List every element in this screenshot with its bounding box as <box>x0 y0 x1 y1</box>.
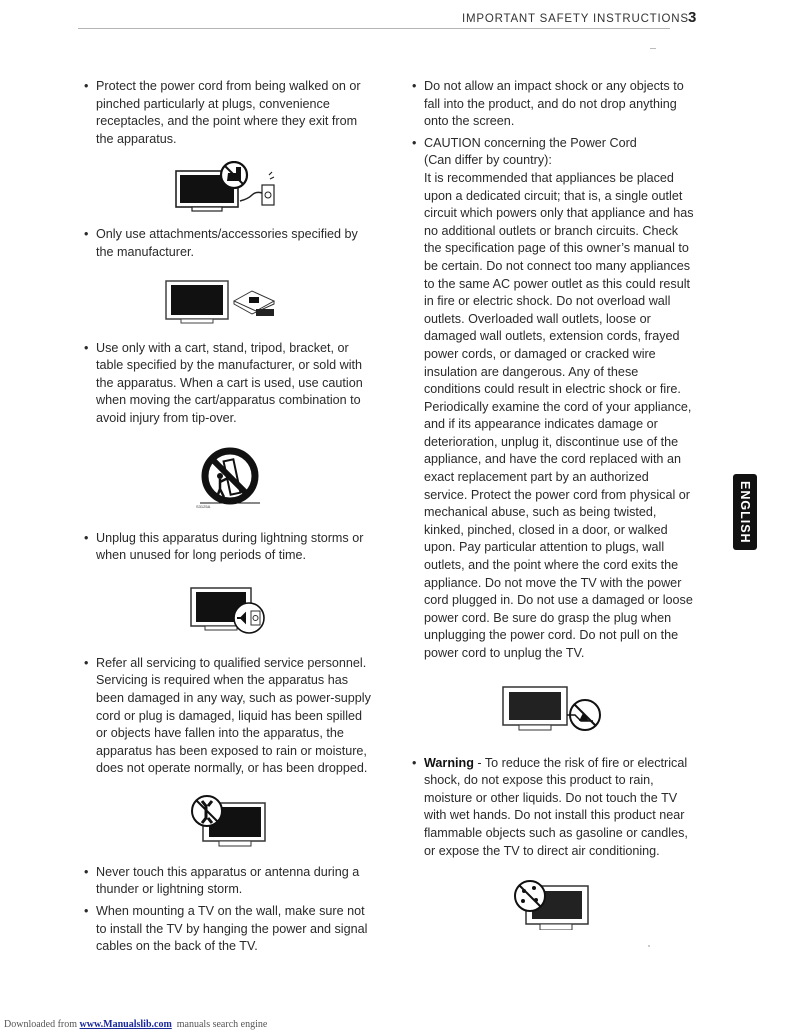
caution-body: It is recommended that appliances be placed upon a dedicated circuit; that is, a single outlet circuit which powers only that appliance and has no additional outlets or branch circuits. Check the specification page of this owner’s manual to be certain. Do not connect too many appliances to the same AC power outlet as this could result in fire or electric shock. Do not overload wall outlets. Overloaded wall outlets, loose or damaged wall outlets, extension cords, frayed power cords, or damaged or cracked wire insulation are dangerous. Any of these conditions could result in electric shock or fire. Periodically examine the cord of your appliance, and if its appearance indicates damage or deterioration, unplug it, discontinue use of the appliance, and have the cord replaced with an exact replacement part by an authorized service. Protect the power cord from physical or mechanical abuse, such as being twisted, kinked, pinched, closed in a door, or walked upon. Pay particular attention to plugs, wall outlets, and the point where the cord exits the appliance. Do not move the TV with the power cord plugged in. Do not use a damaged or loose power cord. Be sure do grasp the plug when unplugging the power cord. Do not pull on the power cord to unplug the TV. <box>424 170 694 660</box>
list-item: • Only use attachments/accessories specified by the manufacturer. <box>84 227 358 259</box>
list-item-power-cord-caution <box>412 135 694 663</box>
list-item: • Unplug this apparatus during lightning storms or when unused for long periods of time. <box>84 530 364 563</box>
list-item: • When mounting a TV on the wall, make sure not to install the TV by hanging the power and signal cables on the back of the TV. <box>84 904 368 954</box>
list-item: • Refer all servicing to qualified service personnel. Servicing is required when the apparatus has been damaged in any way, such as power-supply cord or plug is damaged, liquid has been spilled or objects have fallen into the apparatus, the apparatus has been exposed to rain or moisture, does not operate normally, or has been dropped. <box>84 655 371 776</box>
bullet: • <box>84 79 89 93</box>
page-title: IMPORTANT SAFETY INSTRUCTIONS <box>462 13 689 25</box>
cart-tip-over-warning-icon <box>84 428 374 530</box>
tv-power-cord-no-step-icon <box>84 148 374 226</box>
list-item: • Protect the power cord from being walked on or pinched particularly at plugs, convenience receptacles, and the point where they exit from the apparatus. <box>84 79 361 146</box>
manualslib-link[interactable]: www.Manualslib.com <box>79 1019 172 1030</box>
svg-text:S3125A: S3125A <box>196 503 211 509</box>
scan-mark <box>648 945 650 947</box>
download-footer: Downloaded from www.Manualslib.com manuals search engine <box>4 1019 268 1030</box>
warning-label: Warning <box>424 755 474 770</box>
tv-accessories-icon <box>84 262 374 340</box>
caution-heading: CAUTION concerning the Power Cord <box>424 135 637 150</box>
bullet: • <box>84 340 89 355</box>
tv-no-self-service-icon <box>84 778 374 864</box>
bullet: • <box>84 904 89 919</box>
tv-unplug-icon <box>84 565 374 655</box>
list-item-warning: • Warning - To reduce the risk of fire or electrical shock, do not expose this product to rain, moisture or other liquids. Do not touch the TV with wet hands. Do not install this product near flammable objects such as gasoline or candles, or expose the TV to direct air conditioning. <box>412 755 688 858</box>
bullet: • <box>84 655 89 670</box>
bullet: • <box>84 864 89 879</box>
bullet: • <box>412 135 417 150</box>
page-number: 3 <box>688 9 697 26</box>
scan-mark <box>650 48 656 49</box>
header-divider <box>78 28 670 29</box>
list-item: • Do not allow an impact shock or any objects to fall into the product, and do not drop anything onto the screen. <box>412 79 684 129</box>
page-header <box>0 10 800 40</box>
tv-no-pull-cord-icon <box>412 663 694 755</box>
list-item: • Use only with a cart, stand, tripod, bracket, or table specified by the manufacturer, or sold with the apparatus. When a cart is used, use caution when moving the cart/apparatus combination to avoid injury from tip-over. <box>84 340 363 425</box>
list-item: • Never touch this apparatus or antenna during a thunder or lightning storm. <box>84 864 360 897</box>
language-tab: ENGLISH <box>733 474 757 550</box>
bullet: • <box>84 227 89 242</box>
bullet: • <box>412 755 417 770</box>
caution-subheading: (Can differ by country): <box>424 153 552 168</box>
bullet: • <box>412 79 417 93</box>
bullet: • <box>84 530 89 545</box>
left-column <box>84 78 374 956</box>
right-column <box>412 78 694 930</box>
tv-no-liquids-icon <box>412 860 694 930</box>
